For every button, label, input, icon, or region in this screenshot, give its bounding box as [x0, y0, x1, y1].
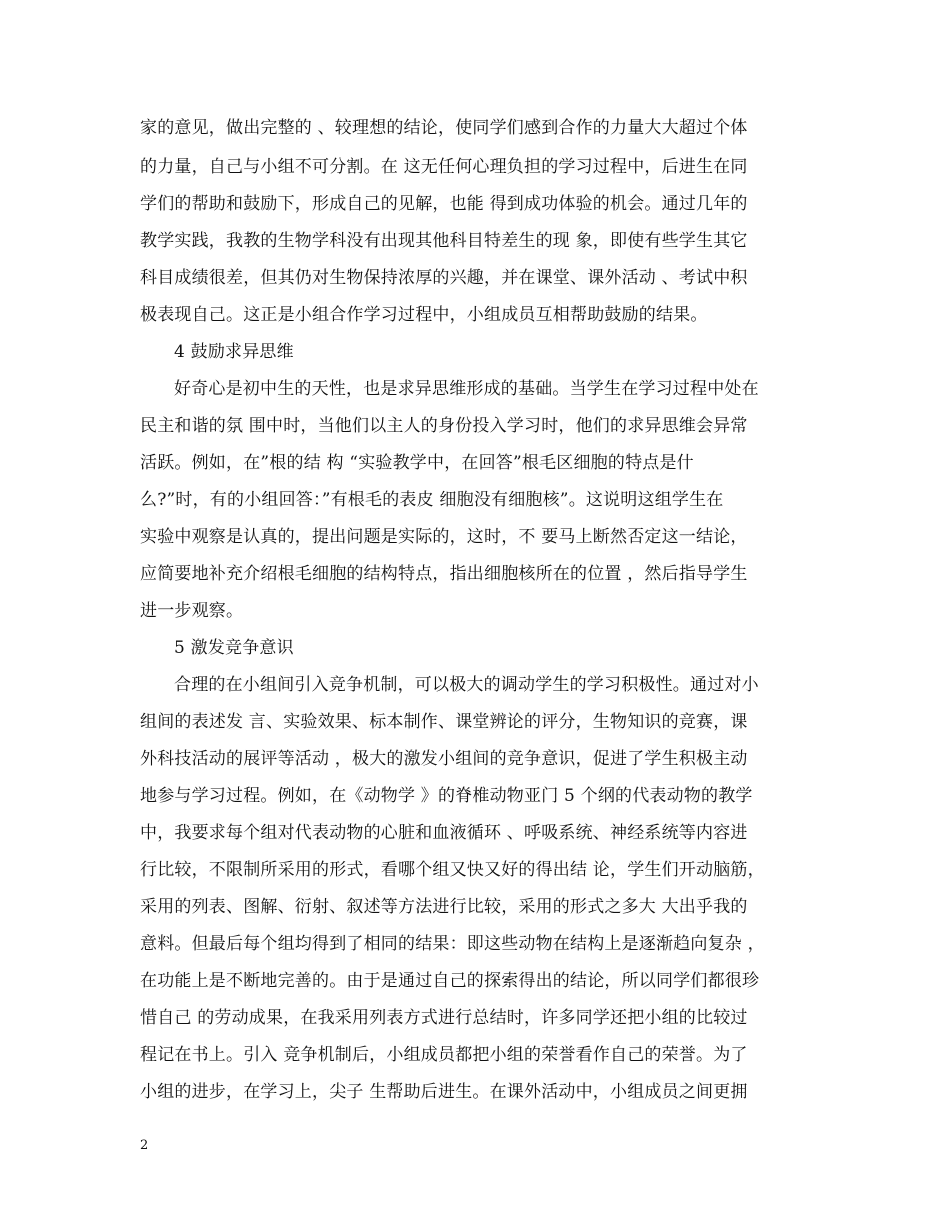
text-line: 小组的进步，在学习上，尖子 生帮助后进生。在课外活动中，小组成员之间更拥: [140, 1082, 748, 1102]
text-line: 活跃。例如，在”根的结 构 “实验教学中，在回答”根毛区细胞的特点是什: [140, 453, 694, 473]
text-line: 民主和谐的氛 围中时，当他们以主人的身份投入学习时，他们的求异思维会异常: [140, 416, 748, 436]
text-line: 组间的表述发 言、实验效果、标本制作、课堂辨论的评分，生物知识的竞赛，课: [140, 712, 748, 732]
text-line: 应简要地补充介绍根毛细胞的结构特点，指出细胞核所在的位置 ，然后指导学生: [140, 564, 748, 584]
text-line: 惜自己 的劳动成果，在我采用列表方式进行总结时，许多同学还把小组的比较过: [140, 1008, 748, 1028]
text-line: 么?”时，有的小组回答：”有根毛的表皮 细胞没有细胞核”。这说明这组学生在: [140, 490, 724, 510]
section-heading: 4 鼓励求异思维: [174, 342, 294, 362]
page-number: 2: [140, 1138, 149, 1153]
text-line: 中，我要求每个组对代表动物的心脏和血液循环 、呼吸系统、神经系统等内容进: [140, 823, 748, 843]
text-line: 家的意见，做出完整的 、较理想的结论，使同学们感到合作的力量大大超过个体: [140, 118, 748, 138]
text-line: 地参与学习过程。例如，在《动物学 》的脊椎动物亚门 5 个纲的代表动物的教学: [140, 786, 753, 806]
text-line: 在功能上是不断地完善的。由于是通过自己的探索得出的结论，所以同学们都很珍: [140, 971, 760, 991]
text-line: 科目成绩很差，但其仍对生物保持浓厚的兴趣，并在课堂、课外活动 、考试中积: [140, 268, 748, 288]
text-line: 程记在书上。引入 竞争机制后，小组成员都把小组的荣誉看作自己的荣誉。为了: [140, 1045, 748, 1065]
text-line: 好奇心是初中生的天性，也是求异思维形成的基础。当学生在学习过程中处在: [174, 379, 759, 399]
text-line: 进一步观察。: [140, 601, 244, 621]
text-line: 行比较，不限制所采用的形式，看哪个组又快又好的得出结 论，学生们开动脑筋，: [140, 860, 765, 880]
text-line: 教学实践，我教的生物学科没有出现其他科目特差生的现 象，即使有些学生其它: [140, 231, 748, 251]
text-line: 合理的在小组间引入竞争机制，可以极大的调动学生的学习积极性。通过对小: [174, 675, 759, 695]
text-line: 实验中观察是认真的，提出问题是实际的，这时，不 要马上断然否定这一结论，: [140, 527, 748, 547]
text-line: 的力量，自己与小组不可分割。在 这无任何心理负担的学习过程中，后进生在同: [140, 157, 748, 177]
text-line: 意料。但最后每个组均得到了相同的结果：即这些动物在结构上是逐渐趋向复杂 ，: [140, 934, 765, 954]
text-line: 外科技活动的展评等活动 ，极大的激发小组间的竞争意识，促进了学生积极主动: [140, 749, 748, 769]
section-heading: 5 激发竞争意识: [174, 638, 294, 658]
text-line: 学们的帮助和鼓励下，形成自己的见解，也能 得到成功体验的机会。通过几年的: [140, 194, 748, 214]
text-line: 极表现自己。这正是小组合作学习过程中，小组成员互相帮助鼓励的结果。: [140, 305, 708, 325]
text-line: 采用的列表、图解、衍射、叙述等方法进行比较，采用的形式之多大 大出乎我的: [140, 897, 748, 917]
